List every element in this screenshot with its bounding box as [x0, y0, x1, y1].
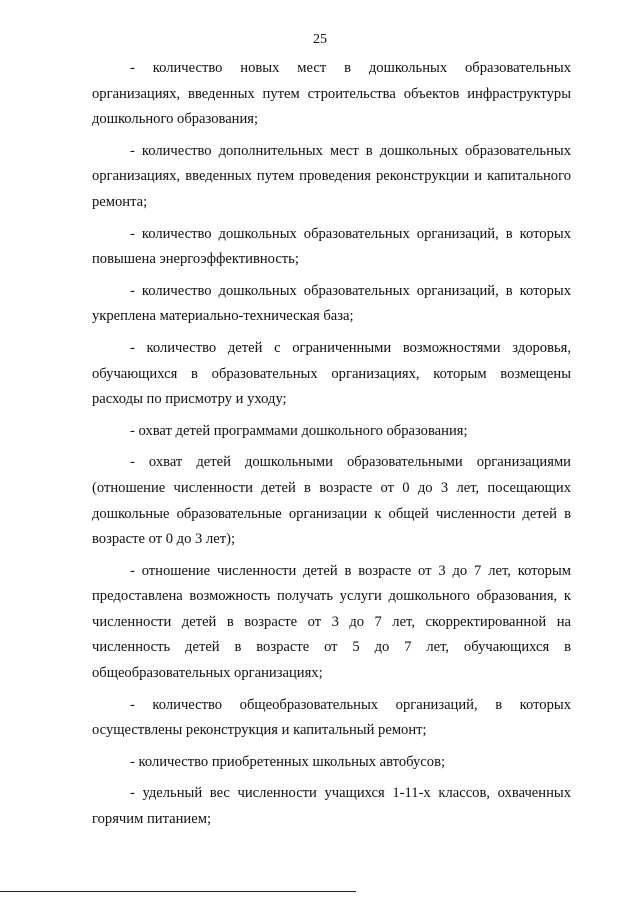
indicator-material-base: - количество дошкольных образовательных организаций, в которых укреплена материально-техническая база;	[92, 282, 571, 325]
indicator-preschool-organization-coverage: - охват детей дошкольными образовательными организациями (отношение численности детей в возрасте от 0 до 3 лет, посещающих дошкольные образовательные организации к общей численности детей в возрасте от 0 до 3 лет);	[92, 454, 571, 548]
indicator-children-3-7-ratio: - отношение численности детей в возрасте от 3 до 7 лет, которым предоставлена возможность получать услуги дошкольного образования, к численности детей в возрасте от 3 до 7 лет, скорректированной на численность детей в возрасте от 5 до 7 лет, обучающихся в общеобразовательных организациях;	[92, 562, 571, 682]
indicator-new-preschool-places: - количество новых мест в дошкольных образовательных организациях, введенных путем строительства объектов инфраструктуры дошкольного образования;	[92, 60, 571, 128]
indicator-additional-preschool-places: - количество дополнительных мест в дошкольных образовательных организациях, введенных путем проведения реконструкции и капитального ремонта;	[92, 142, 571, 210]
indicator-energy-efficiency: - количество дошкольных образовательных организаций, в которых повышена энергоэффективность;	[92, 225, 571, 268]
indicator-school-buses: - количество приобретенных школьных автобусов;	[130, 753, 446, 770]
footer-rule	[0, 891, 356, 892]
document-body	[92, 56, 571, 839]
indicator-school-reconstruction: - количество общеобразовательных организаций, в которых осуществлены реконструкция и капитальный ремонт;	[92, 696, 571, 739]
page-number: 25	[313, 32, 327, 47]
indicator-disabled-children: - количество детей с ограниченными возможностями здоровья, обучающихся в образовательных организациях, которым возмещены расходы по присмотру и уходу;	[92, 339, 571, 408]
indicator-preschool-program-coverage: - охват детей программами дошкольного образования;	[130, 422, 468, 439]
indicator-hot-meals: - удельный вес численности учащихся 1-11-х классов, охваченных горячим питанием;	[92, 785, 571, 828]
